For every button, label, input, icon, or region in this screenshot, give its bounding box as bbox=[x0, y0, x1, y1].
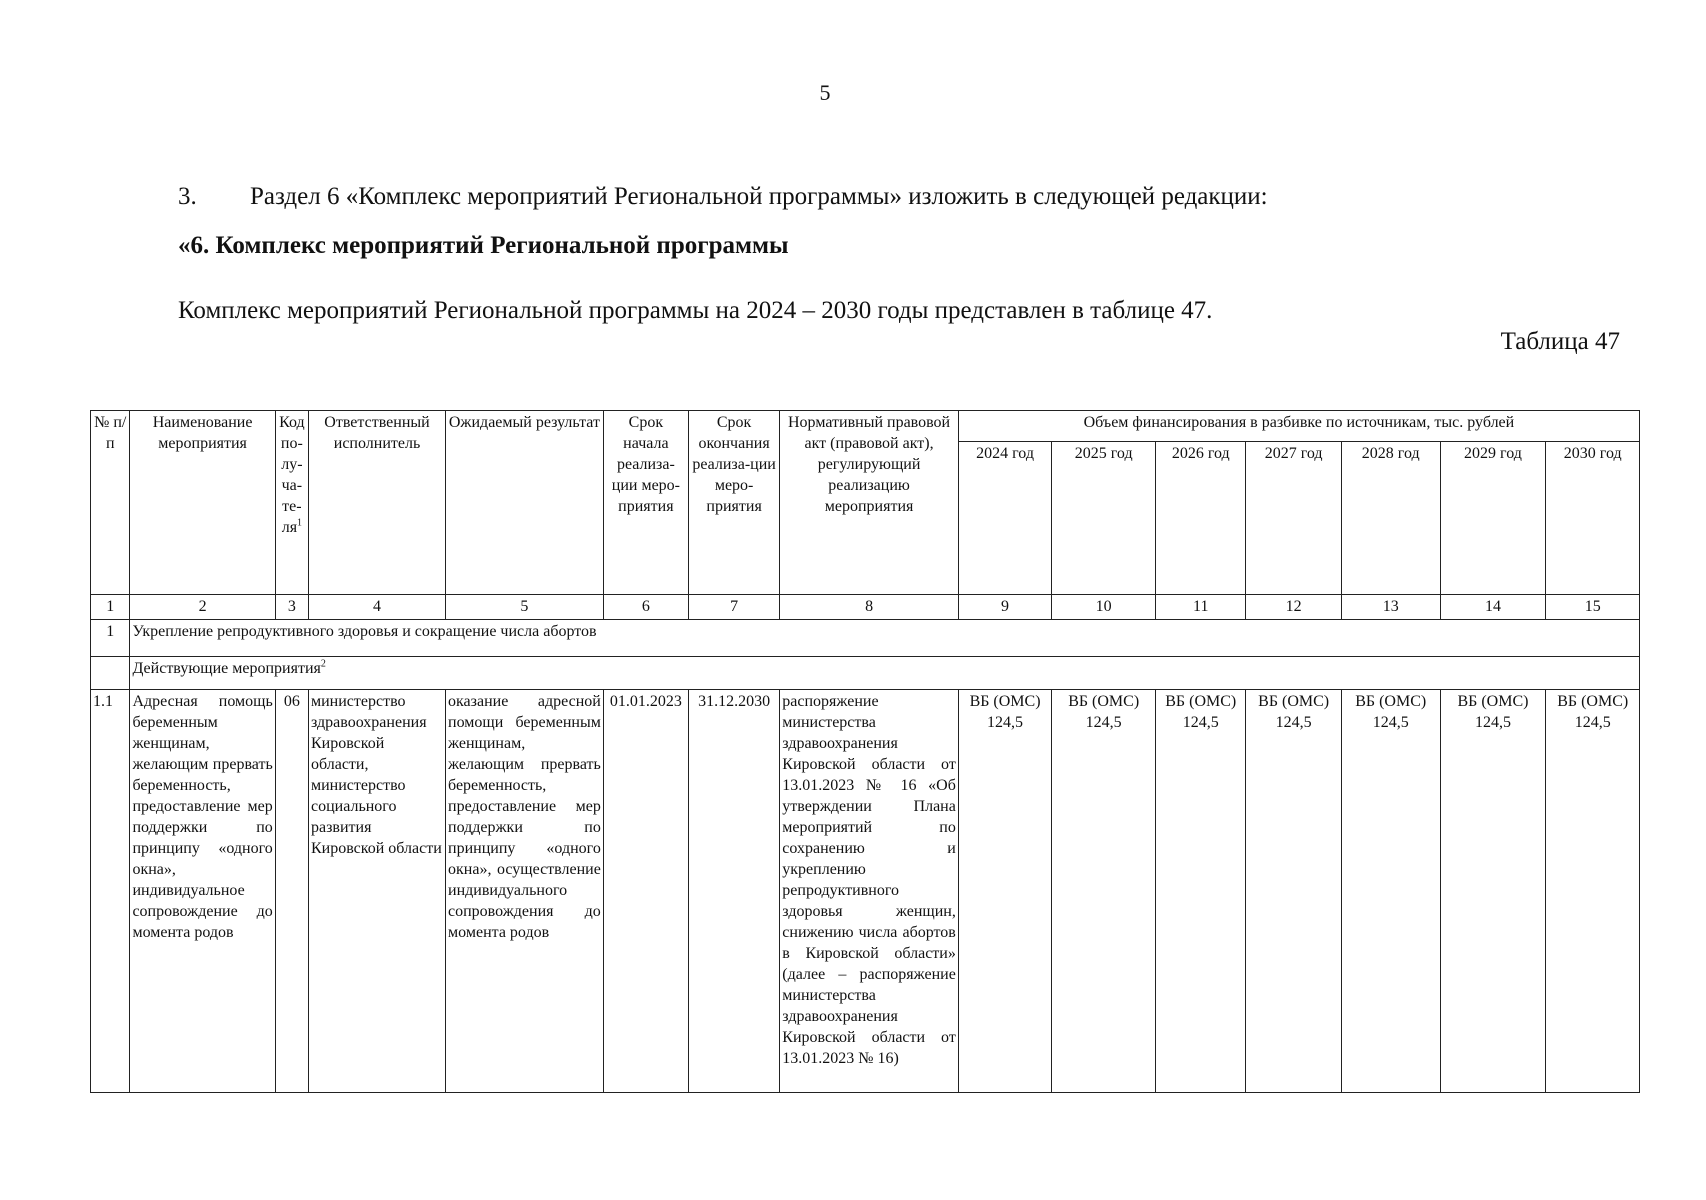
section-title: Укрепление репродуктивного здоровья и сокращение числа абортов bbox=[130, 620, 1640, 657]
column-number: 15 bbox=[1546, 595, 1640, 620]
header-year: 2027 год bbox=[1246, 442, 1342, 595]
table-row bbox=[91, 690, 1640, 1093]
paragraph-number: 3. bbox=[178, 183, 197, 210]
header-end: Срок окончания реализа-ции меро-приятия bbox=[688, 411, 779, 595]
row-funding: ВБ (ОМС) 124,5 bbox=[1341, 690, 1440, 1093]
table-caption: Таблица 47 bbox=[1500, 328, 1620, 355]
row-funding: ВБ (ОМС) 124,5 bbox=[1052, 690, 1156, 1093]
header-year: 2026 год bbox=[1156, 442, 1246, 595]
column-number: 10 bbox=[1052, 595, 1156, 620]
header-result: Ожидаемый результат bbox=[446, 411, 604, 595]
subsection-title: Действующие мероприятия$^2$ bbox=[130, 657, 1640, 690]
section-row bbox=[91, 620, 1640, 657]
subsection-row bbox=[91, 657, 1640, 690]
header-year: 2030 год bbox=[1546, 442, 1640, 595]
page-number: 5 bbox=[819, 80, 831, 105]
intro-paragraph: Комплекс мероприятий Региональной программы на 2024 – 2030 годы представлен в таблице 47. bbox=[178, 297, 1213, 324]
header-code: Код $по-лу-ча-те-ля^1$ bbox=[275, 411, 308, 595]
header-year: 2025 год bbox=[1052, 442, 1156, 595]
section-number: 1 bbox=[91, 620, 130, 657]
row-funding: ВБ (ОМС) 124,5 bbox=[958, 690, 1051, 1093]
column-number: 11 bbox=[1156, 595, 1246, 620]
measures-table bbox=[90, 410, 1640, 1093]
header-name: Наименование мероприятия bbox=[130, 411, 275, 595]
header-start: Срок начала реализа-ции меро-приятия bbox=[603, 411, 688, 595]
column-number-row bbox=[91, 595, 1640, 620]
column-number: 7 bbox=[688, 595, 779, 620]
row-start-date: 01.01.2023 bbox=[603, 690, 688, 1093]
header-year: 2029 год bbox=[1440, 442, 1546, 595]
row-legal-act: распоряжение министерства здравоохранения Кировской области от 13.01.2023 № 16 «Об утверждении Плана мероприятий по сохранению и укреплению репродуктивного здоровья женщин, снижению числа абортов в Кировской области» (далее – распоряжение министерства здравоохранения Кировской области от 13.01.2023 № 16) bbox=[780, 690, 959, 1093]
row-funding: ВБ (ОМС) 124,5 bbox=[1546, 690, 1640, 1093]
row-number: 1.1 bbox=[91, 690, 130, 1093]
section-heading: «6. Комплекс мероприятий Региональной программы bbox=[178, 232, 789, 259]
column-number: 3 bbox=[275, 595, 308, 620]
column-number: 9 bbox=[958, 595, 1051, 620]
row-end-date: 31.12.2030 bbox=[688, 690, 779, 1093]
column-number: 14 bbox=[1440, 595, 1546, 620]
column-number: 8 bbox=[780, 595, 959, 620]
header-num: № п/п bbox=[91, 411, 130, 595]
column-number: 1 bbox=[91, 595, 130, 620]
row-funding: ВБ (ОМС) 124,5 bbox=[1156, 690, 1246, 1093]
row-funding: ВБ (ОМС) 124,5 bbox=[1440, 690, 1546, 1093]
header-year: 2028 год bbox=[1341, 442, 1440, 595]
header-funding: Объем финансирования в разбивке по источникам, тыс. рублей bbox=[958, 411, 1639, 442]
column-number: 2 bbox=[130, 595, 275, 620]
header-act: Нормативный правовой акт (правовой акт), регулирующий реализацию мероприятия bbox=[780, 411, 959, 595]
column-number: 13 bbox=[1341, 595, 1440, 620]
header-year: 2024 год bbox=[958, 442, 1051, 595]
header-executor: Ответственный исполнитель bbox=[308, 411, 445, 595]
column-number: 6 bbox=[603, 595, 688, 620]
paragraph-amendment bbox=[178, 183, 1268, 211]
row-funding: ВБ (ОМС) 124,5 bbox=[1246, 690, 1342, 1093]
column-number: 12 bbox=[1246, 595, 1342, 620]
row-code: 06 bbox=[275, 690, 308, 1093]
column-number: 5 bbox=[446, 595, 604, 620]
column-number: 4 bbox=[308, 595, 445, 620]
row-result: оказание адресной помощи беременным женщинам, желающим прервать беременность, предоставление мер поддержки по принципу «одного окна», осуществление индивидуального сопровождения до момента родов bbox=[446, 690, 604, 1093]
row-executor: министерство здравоохранения Кировской области, министерство социального развития Кировской области bbox=[308, 690, 445, 1093]
paragraph-text: Раздел 6 «Комплекс мероприятий Региональной программы» изложить в следующей редакции: bbox=[250, 183, 1268, 210]
row-name: Адресная помощь беременным женщинам, желающим прервать беременность, предоставление мер поддержки по принципу «одного окна», индивидуальное сопровождение до момента родов bbox=[130, 690, 275, 1093]
